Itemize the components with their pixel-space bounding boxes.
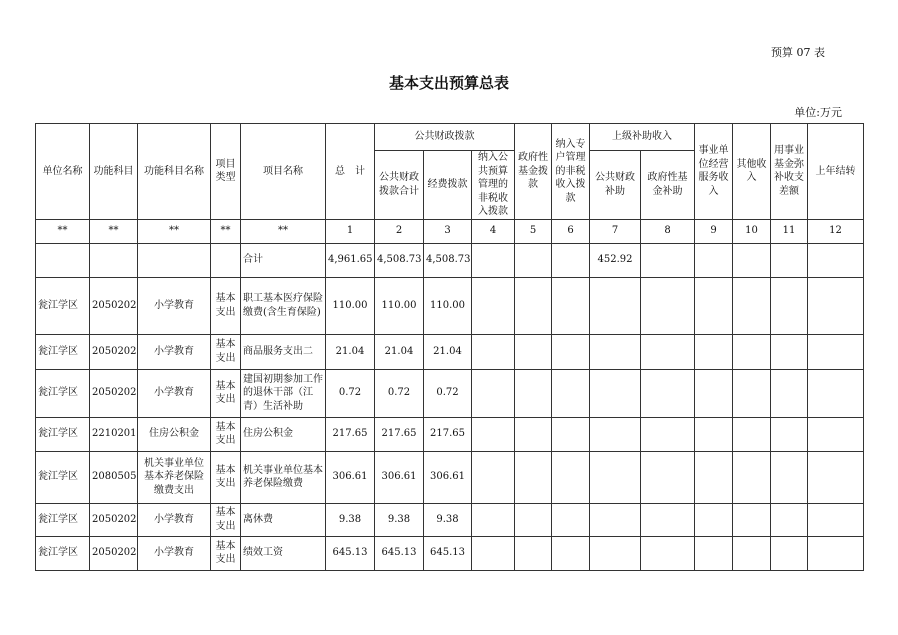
cell-item-name: 绩效工资 [241,536,326,570]
header-sup-gov: 政府性基金补助 [641,151,695,220]
empty-cell [552,451,590,503]
empty-cell [695,334,733,369]
cell-total: 21.04 [326,334,375,369]
empty-cell [472,503,515,536]
cell-operating: 306.61 [424,451,472,503]
cell-item-type: 基本支出 [211,334,241,369]
empty-cell [733,277,771,334]
empty-cell [552,536,590,570]
empty-cell [515,536,552,570]
cell-pf-total: 645.13 [375,536,424,570]
cell-unit-name: 瓮江学区 [36,503,90,536]
cell-item-name: 建国初期参加工作的退休干部（江青）生活补助 [241,369,326,417]
empty-cell [808,503,864,536]
cell-pf-total: 9.38 [375,503,424,536]
header-item-name: 项目名称 [241,124,326,220]
empty-cell [808,451,864,503]
header-total: 总 计 [326,124,375,220]
empty-cell [641,451,695,503]
header-item-type: 项目类型 [211,124,241,220]
cell-pf-total: 21.04 [375,334,424,369]
cell-unit-name: 瓮江学区 [36,369,90,417]
total-value: 4,961.65 [326,243,375,277]
empty-cell [771,277,808,334]
empty-cell [515,277,552,334]
empty-cell [590,369,641,417]
empty-cell [590,503,641,536]
table-row [36,417,864,451]
empty-cell [771,536,808,570]
empty-cell [695,369,733,417]
cell-func-code: 2050202 [90,334,138,369]
total-pf: 4,508.73 [375,243,424,277]
code-cell: 10 [733,219,771,243]
header-gov-fund: 政府性基金拨款 [515,124,552,220]
code-cell: 11 [771,219,808,243]
empty-cell [515,334,552,369]
code-cell: ** [138,219,211,243]
cell-operating: 217.65 [424,417,472,451]
empty-cell [552,334,590,369]
empty-cell [641,369,695,417]
empty-cell [552,369,590,417]
cell-func-code: 2050202 [90,369,138,417]
cell-total: 217.65 [326,417,375,451]
cell-item-type: 基本支出 [211,536,241,570]
empty-cell [472,277,515,334]
table-row [36,536,864,570]
empty-cell [771,417,808,451]
code-cell: 9 [695,219,733,243]
cell-func-code: 2080505 [90,451,138,503]
empty-cell [552,417,590,451]
empty-cell [771,369,808,417]
cell-item-name: 离休费 [241,503,326,536]
cell-unit-name: 瓮江学区 [36,417,90,451]
empty-cell [641,536,695,570]
cell-func-name: 住房公积金 [138,417,211,451]
cell-unit-name: 瓮江学区 [36,277,90,334]
code-cell: 5 [515,219,552,243]
cell-item-type: 基本支出 [211,417,241,451]
cell-item-type: 基本支出 [211,369,241,417]
cell-operating: 0.72 [424,369,472,417]
empty-cell [733,417,771,451]
cell-item-name: 住房公积金 [241,417,326,451]
header-sup-public: 公共财政补助 [590,151,641,220]
header-pf-total: 公共财政拨款合计 [375,151,424,220]
cell-unit-name: 瓮江学区 [36,334,90,369]
cell-operating: 110.00 [424,277,472,334]
cell-total: 306.61 [326,451,375,503]
code-cell: 1 [326,219,375,243]
table-row [36,369,864,417]
table-row [36,503,864,536]
header-biz-fund: 用事业基金弥补收支差额 [771,124,808,220]
empty-cell [695,417,733,451]
header-unit-name: 单位名称 [36,124,90,220]
cell-total: 9.38 [326,503,375,536]
cell-func-name: 小学教育 [138,536,211,570]
empty-cell [472,417,515,451]
code-cell: 12 [808,219,864,243]
empty-cell [552,503,590,536]
cell-unit-name: 瓮江学区 [36,536,90,570]
empty-cell [590,334,641,369]
total-sup-public: 452.92 [590,243,641,277]
empty-cell [695,451,733,503]
empty-cell [515,451,552,503]
code-cell: ** [241,219,326,243]
cell-func-name: 小学教育 [138,503,211,536]
empty-cell [641,334,695,369]
empty-cell [808,277,864,334]
cell-pf-total: 110.00 [375,277,424,334]
empty-cell [695,503,733,536]
total-label: 合计 [241,243,326,277]
empty-cell [808,536,864,570]
empty-cell [590,536,641,570]
cell-total: 645.13 [326,536,375,570]
empty-cell [733,334,771,369]
empty-cell [641,277,695,334]
page-title: 基本支出预算总表 [388,74,509,92]
header-operating: 经费拨款 [424,151,472,220]
empty-cell [472,451,515,503]
empty-cell [590,417,641,451]
header-func-name: 功能科目名称 [138,124,211,220]
cell-func-name: 小学教育 [138,369,211,417]
cell-pf-total: 217.65 [375,417,424,451]
empty-cell [733,369,771,417]
code-cell: 6 [552,219,590,243]
table-row [36,334,864,369]
cell-func-name: 机关事业单位基本养老保险缴费支出 [138,451,211,503]
cell-func-code: 2050202 [90,277,138,334]
header-other-income: 其他收入 [733,124,771,220]
cell-pf-total: 306.61 [375,451,424,503]
empty-cell [641,417,695,451]
empty-cell [771,451,808,503]
total-operating: 4,508.73 [424,243,472,277]
code-cell: 2 [375,219,424,243]
total-row [36,243,864,277]
header-func-code: 功能科目 [90,124,138,220]
unit-label: 单位:万元 [794,106,842,119]
cell-func-code: 2050202 [90,536,138,570]
table-row [36,451,864,503]
empty-cell [590,277,641,334]
code-cell: 8 [641,219,695,243]
cell-item-name: 职工基本医疗保险缴费(含生育保险) [241,277,326,334]
code-cell: ** [36,219,90,243]
code-cell: ** [211,219,241,243]
empty-cell [695,277,733,334]
cell-func-name: 小学教育 [138,277,211,334]
header-superior: 上级补助收入 [590,124,695,151]
header-nontax: 纳入公共预算管理的非税收入拨款 [472,151,515,220]
header-special-nontax: 纳入专户管理的非税收入拨款 [552,124,590,220]
code-cell: ** [90,219,138,243]
code-cell: 3 [424,219,472,243]
cell-total: 110.00 [326,277,375,334]
cell-func-code: 2210201 [90,417,138,451]
cell-func-code: 2050202 [90,503,138,536]
budget-table [35,123,864,571]
cell-pf-total: 0.72 [375,369,424,417]
empty-cell [733,503,771,536]
empty-cell [515,417,552,451]
empty-cell [733,536,771,570]
empty-cell [641,503,695,536]
header-public-finance: 公共财政拨款 [375,124,515,151]
empty-cell [515,369,552,417]
cell-item-type: 基本支出 [211,277,241,334]
cell-operating: 645.13 [424,536,472,570]
empty-cell [733,451,771,503]
empty-cell [472,334,515,369]
empty-cell [515,503,552,536]
cell-item-type: 基本支出 [211,503,241,536]
empty-cell [771,503,808,536]
empty-cell [590,451,641,503]
cell-unit-name: 瓮江学区 [36,451,90,503]
cell-total: 0.72 [326,369,375,417]
empty-cell [808,334,864,369]
cell-operating: 21.04 [424,334,472,369]
header-biz-income: 事业单位经营服务收入 [695,124,733,220]
cell-item-name: 机关事业单位基本养老保险缴费 [241,451,326,503]
empty-cell [552,277,590,334]
table-row [36,277,864,334]
form-number: 预算 07 表 [771,46,825,59]
cell-item-type: 基本支出 [211,451,241,503]
code-cell: 7 [590,219,641,243]
cell-operating: 9.38 [424,503,472,536]
cell-item-name: 商品服务支出二 [241,334,326,369]
empty-cell [808,417,864,451]
empty-cell [695,536,733,570]
empty-cell [472,536,515,570]
empty-cell [771,334,808,369]
header-last-year: 上年结转 [808,124,864,220]
cell-func-name: 小学教育 [138,334,211,369]
code-cell: 4 [472,219,515,243]
empty-cell [472,369,515,417]
empty-cell [808,369,864,417]
code-row [36,219,864,243]
